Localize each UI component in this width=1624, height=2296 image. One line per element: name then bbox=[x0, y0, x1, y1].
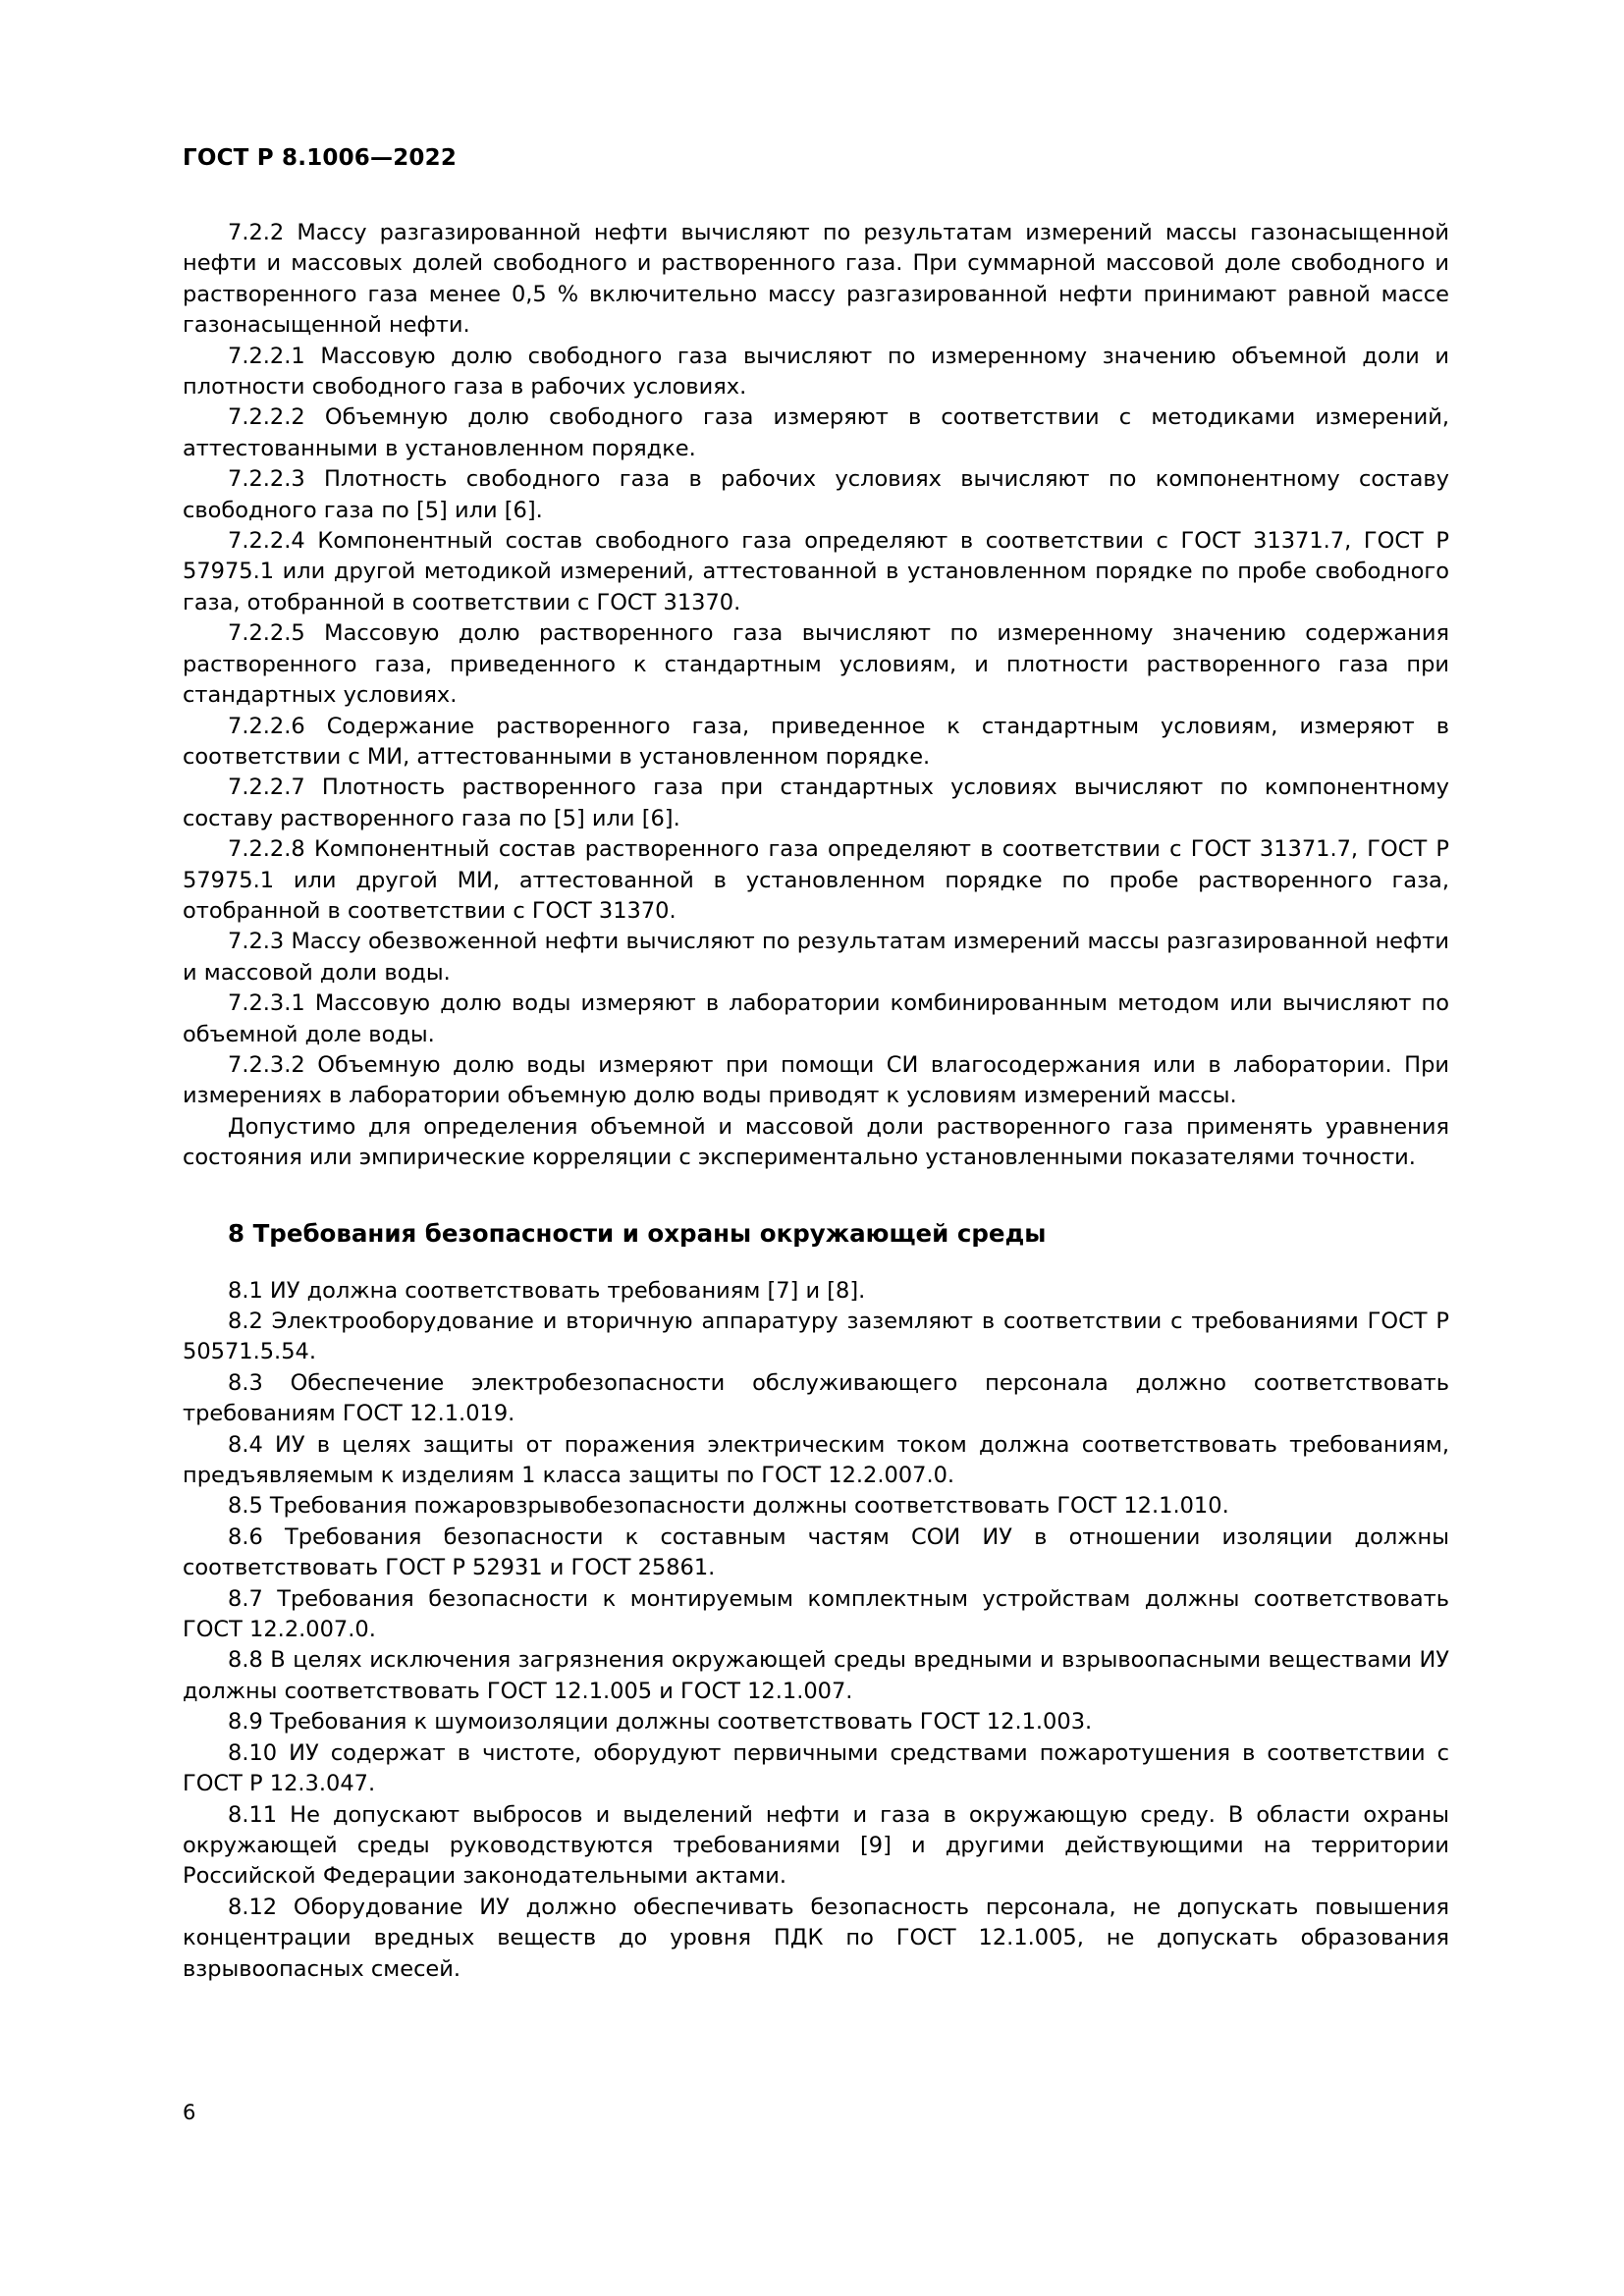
paragraph: 8.9 Требования к шумоизоляции должны соответствовать ГОСТ 12.1.003. bbox=[228, 1709, 1093, 1735]
document-body bbox=[183, 218, 1449, 1985]
paragraph: 7.2.2.5 Массовую долю растворенного газа вычисляют по измеренному значению содержания растворенного газа, приведенного к стандартным условиям, и плотности растворенного газа при стандартных условиях. bbox=[183, 620, 1449, 709]
paragraph: 8.5 Требования пожаровзрывобезопасности должны соответствовать ГОСТ 12.1.010. bbox=[228, 1493, 1229, 1520]
paragraph: 7.2.2 Массу разгазированной нефти вычисляют по результатам измерений массы газонасыщенной нефти и массовых долей свободного и растворенного газа. При суммарной массовой доле свободного и растворенного газа менее 0,5 % включительно массу разгазированной нефти принимают равной массе газонасыщенной нефти. bbox=[183, 220, 1449, 339]
paragraph: 8.1 ИУ должна соответствовать требованиям [7] и [8]. bbox=[228, 1277, 866, 1304]
paragraph: 8.3 Обеспечение электробезопасности обслуживающего персонала должно соответствовать требованиям ГОСТ 12.1.019. bbox=[183, 1369, 1449, 1427]
paragraph: 7.2.2.8 Компонентный состав растворенного газа определяют в соответствии с ГОСТ 31371.7, ГОСТ Р 57975.1 или другой МИ, аттестованной в установленном порядке по пробе растворенного газа, отобранной в соответствии с ГОСТ 31370. bbox=[183, 836, 1449, 924]
spacer bbox=[183, 1174, 1449, 1217]
paragraph: 8.7 Требования безопасности к монтируемым комплектным устройствам должны соответствовать ГОСТ 12.2.007.0. bbox=[183, 1585, 1449, 1643]
paragraph: 8.6 Требования безопасности к составным частям СОИ ИУ в отношении изоляции должны соответствовать ГОСТ Р 52931 и ГОСТ 25861. bbox=[183, 1523, 1449, 1581]
paragraph: 7.2.2.4 Компонентный состав свободного газа определяют в соответствии с ГОСТ 31371.7, ГОСТ Р 57975.1 или другой методикой измерений, аттестованной в установленном порядке по пробе свободного газа, отобранной в соответствии с ГОСТ 31370. bbox=[183, 528, 1449, 615]
paragraph: 8.2 Электрооборудование и вторичную аппаратуру заземляют в соответствии с требованиями ГОСТ Р 50571.5.54. bbox=[183, 1308, 1449, 1365]
page-number: 6 bbox=[183, 2101, 196, 2124]
paragraph: 7.2.2.6 Содержание растворенного газа, приведенное к стандартным условиям, измеряют в соответствии с МИ, аттестованными в установленном порядке. bbox=[183, 713, 1449, 770]
paragraph: 8.12 Оборудование ИУ должно обеспечивать безопасность персонала, не допускать повышения концентрации вредных веществ до уровня ПДК по ГОСТ 12.1.005, не допускать образования взрывоопасных смесей. bbox=[183, 1894, 1449, 1982]
paragraph: 7.2.2.1 Массовую долю свободного газа вычисляют по измеренному значению объемной доли и плотности свободного газа в рабочих условиях. bbox=[183, 343, 1449, 400]
section-heading: 8 Требования безопасности и охраны окружающей среды bbox=[228, 1218, 1047, 1248]
paragraph: 7.2.3 Массу обезвоженной нефти вычисляют по результатам измерений массы разгазированной нефти и массовой доли воды. bbox=[183, 929, 1449, 986]
paragraph: 8.10 ИУ содержат в чистоте, оборудуют первичными средствами пожаротушения в соответствии с ГОСТ Р 12.3.047. bbox=[183, 1739, 1449, 1797]
paragraph: 7.2.2.3 Плотность свободного газа в рабочих условиях вычисляют по компонентному составу свободного газа по [5] или [6]. bbox=[183, 466, 1449, 523]
paragraph: 7.2.3.1 Массовую долю воды измеряют в лаборатории комбинированным методом или вычисляют по объемной доле воды. bbox=[183, 990, 1449, 1047]
paragraph: Допустимо для определения объемной и массовой доли растворенного газа применять уравнения состояния или эмпирические корреляции с экспериментально установленными показателями точности. bbox=[183, 1113, 1449, 1171]
paragraph: 7.2.3.2 Объемную долю воды измеряют при помощи СИ влагосодержания или в лаборатории. При измерениях в лаборатории объемную долю воды приводят к условиям измерений массы. bbox=[183, 1051, 1449, 1109]
page-header: ГОСТ Р 8.1006—2022 bbox=[183, 145, 458, 171]
paragraph: 8.4 ИУ в целях защиты от поражения электрическим током должна соответствовать требованиям, предъявляемым к изделиям 1 класса защиты по ГОСТ 12.2.007.0. bbox=[183, 1431, 1449, 1489]
paragraph: 8.8 В целях исключения загрязнения окружающей среды вредными и взрывоопасными веществами ИУ должны соответствовать ГОСТ 12.1.005 и ГОСТ 12.1.007. bbox=[183, 1647, 1449, 1704]
paragraph: 7.2.2.7 Плотность растворенного газа при стандартных условиях вычисляют по компонентному составу растворенного газа по [5] или [6]. bbox=[183, 774, 1449, 831]
spacer bbox=[183, 1251, 1449, 1276]
paragraph: 8.11 Не допускают выбросов и выделений нефти и газа в окружающую среду. В области охраны окружающей среды руководствуются требованиями [9] и другими действующими на территории Российской Федерации законодательными актами. bbox=[183, 1801, 1449, 1890]
paragraph: 7.2.2.2 Объемную долю свободного газа измеряют в соответствии с методиками измерений, аттестованными в установленном порядке. bbox=[183, 404, 1449, 461]
